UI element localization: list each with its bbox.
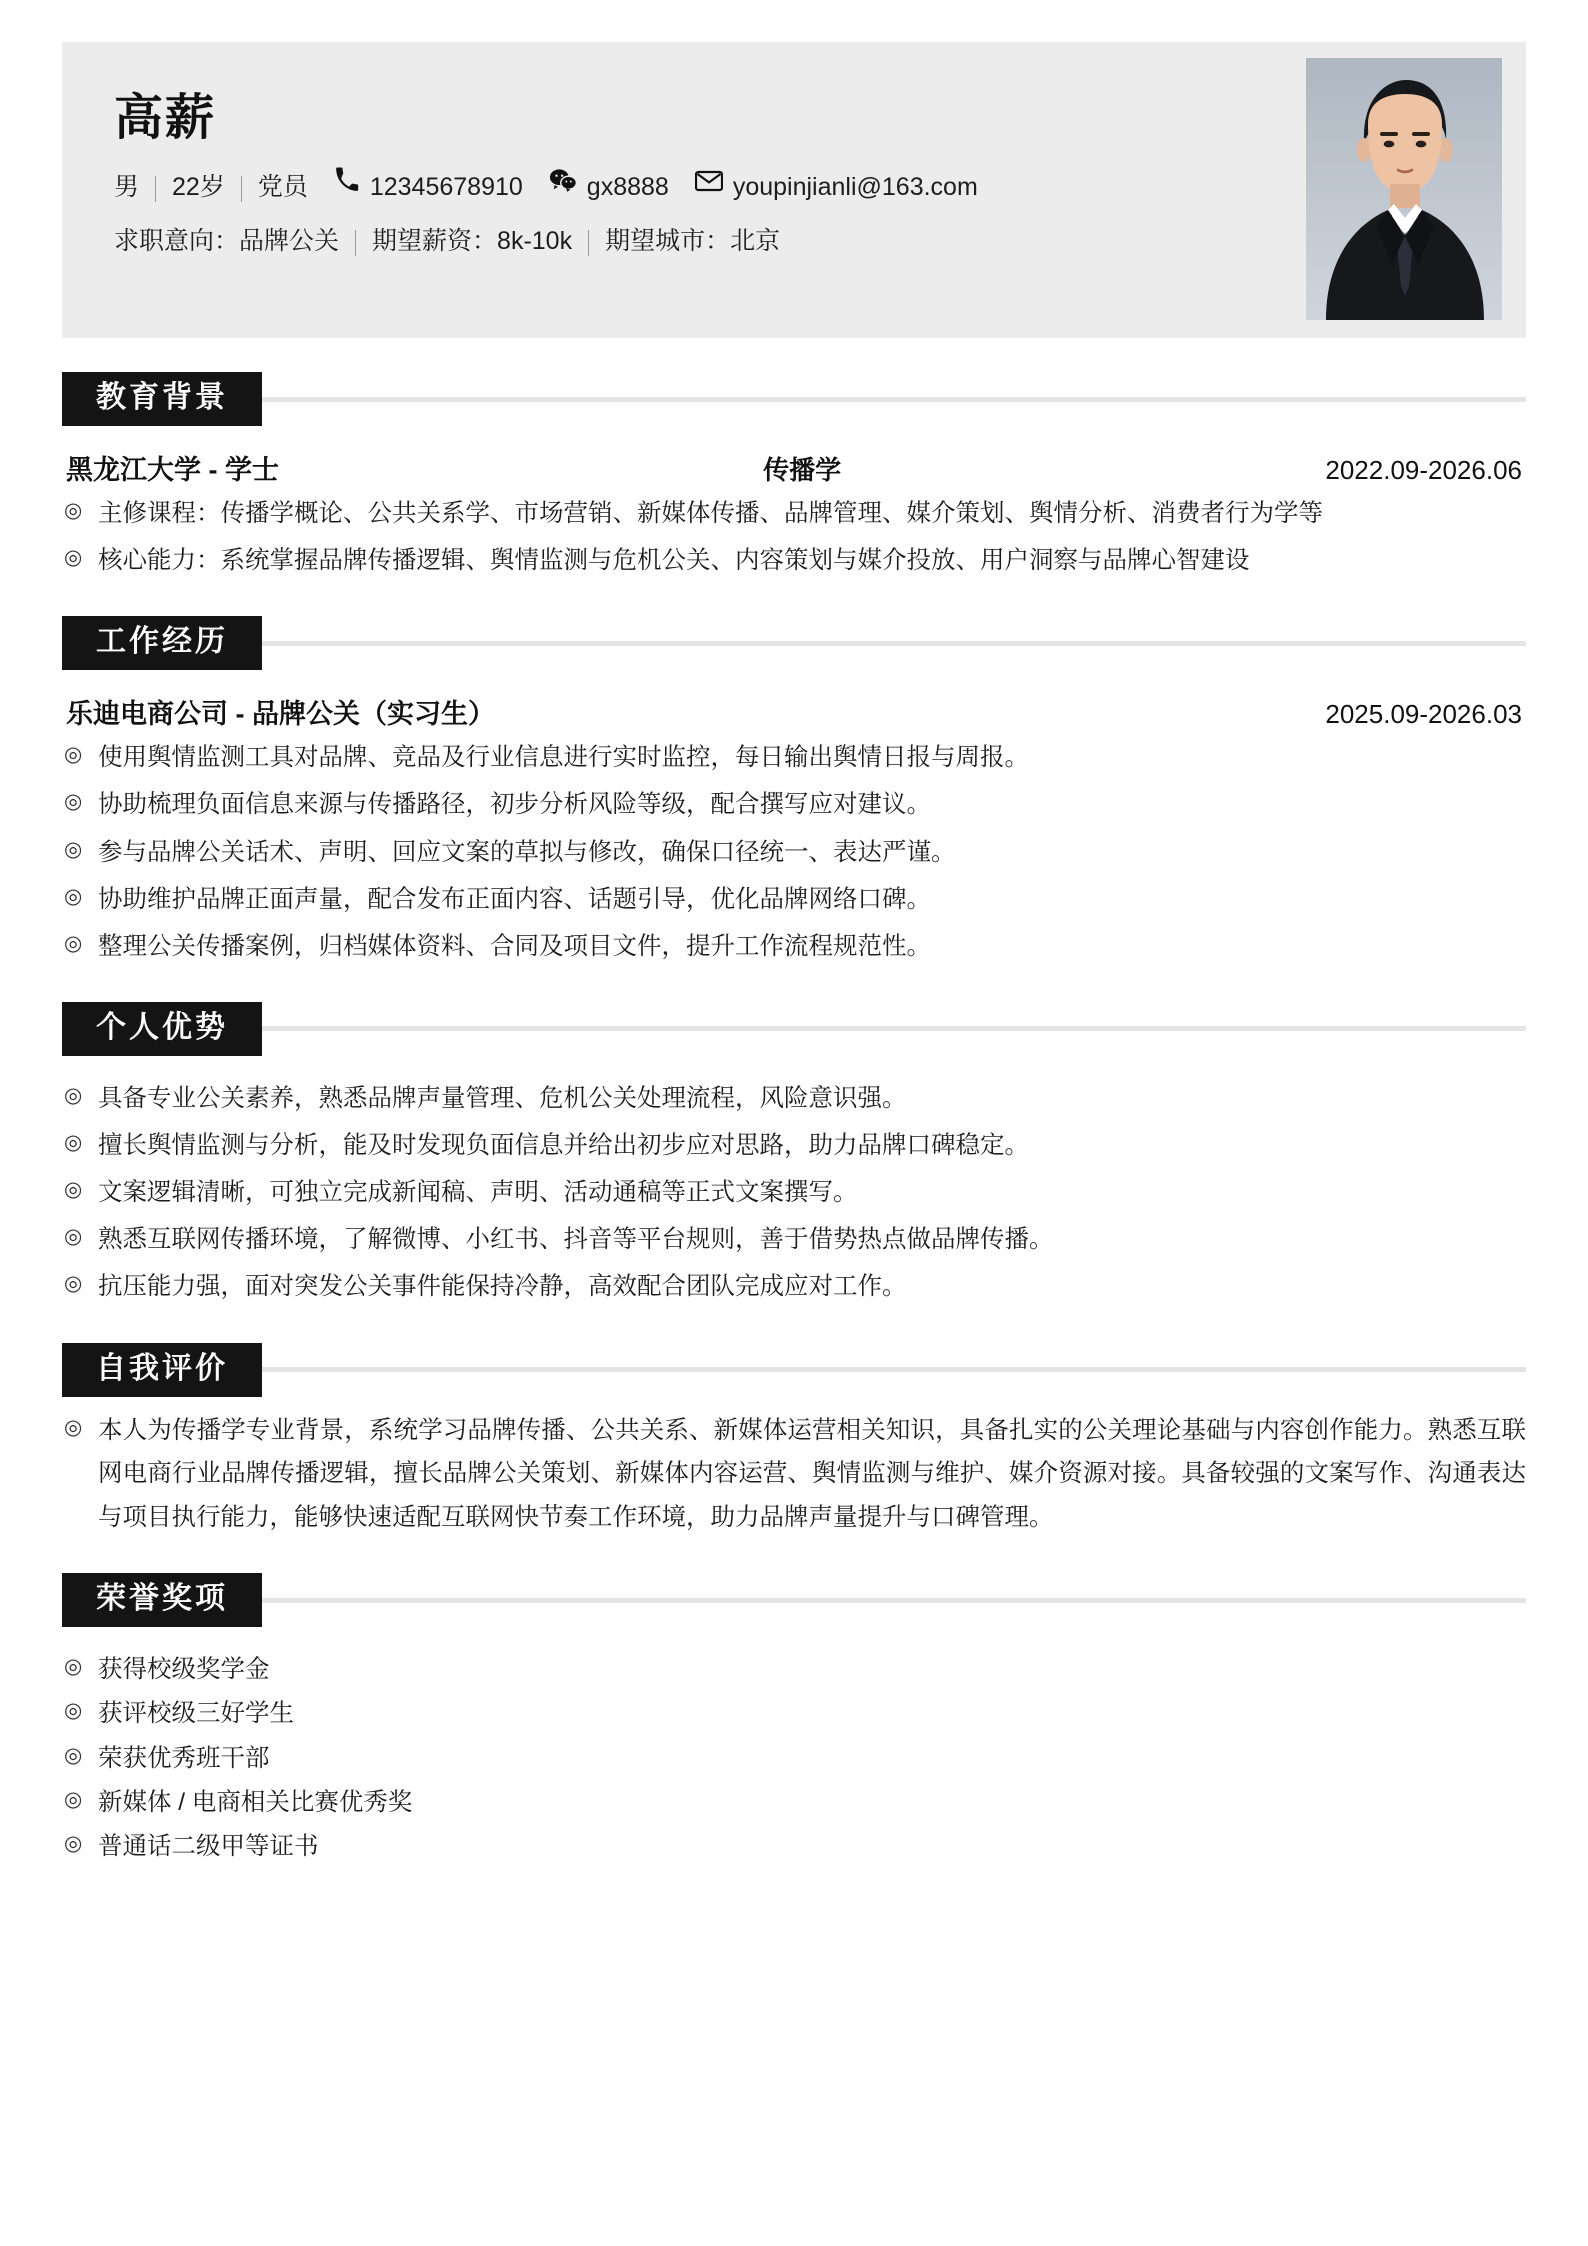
section-title-honors: 荣誉奖项 [62, 1573, 262, 1627]
education-major: 传播学 [763, 455, 842, 485]
phone-icon [334, 165, 360, 205]
section-title-strengths: 个人优势 [62, 1002, 262, 1056]
page-title: 高薪 [114, 91, 217, 145]
personal-meta-row [114, 167, 1306, 207]
list-item: ◎ 新媒体 / 电商相关比赛优秀奖 [62, 1782, 1526, 1824]
section-heading [62, 372, 1526, 426]
age-value: 22岁 [172, 173, 225, 201]
list-item: ◎ 主修课程：传播学概论、公共关系学、市场营销、新媒体传播、品牌管理、媒介策划、舆情分析、消费者行为学等 [62, 493, 1526, 535]
expected-salary-label: 期望薪资： [372, 227, 498, 255]
list-item: ◎ 使用舆情监测工具对品牌、竞品及行业信息进行实时监控，每日输出舆情日报与周报。 [62, 737, 1526, 779]
section-title-education: 教育背景 [62, 372, 262, 426]
list-item: ◎ 协助维护品牌正面声量，配合发布正面内容、话题引导，优化品牌网络口碑。 [62, 879, 1526, 921]
education-entry [62, 448, 1526, 487]
education-date: 2022.09-2026.06 [1325, 455, 1522, 485]
expected-city-label: 期望城市： [605, 227, 731, 255]
section-self-evaluation [62, 1343, 1526, 1540]
phone-value: 12345678910 [369, 173, 523, 201]
resume-header [62, 42, 1526, 338]
section-title-self-evaluation: 自我评价 [62, 1343, 262, 1397]
job-intent-label: 求职意向： [114, 227, 240, 255]
list-item: ◎ 具备专业公关素养，熟悉品牌声量管理、危机公关处理流程，风险意识强。 [62, 1078, 1526, 1120]
email-icon [695, 165, 723, 205]
list-item: ◎ 获得校级奖学金 [62, 1649, 1526, 1691]
heading-rule [262, 1598, 1526, 1603]
wechat-value: gx8888 [586, 173, 669, 201]
education-bullets [62, 493, 1526, 582]
experience-company: 乐迪电商公司 - 品牌公关（实习生） [66, 699, 495, 730]
list-item: ◎ 荣获优秀班干部 [62, 1738, 1526, 1780]
header-info [62, 42, 1306, 338]
expected-city-value: 北京 [730, 227, 781, 255]
divider [155, 176, 156, 202]
list-item: ◎ 整理公关传播案例，归档媒体资料、合同及项目文件，提升工作流程规范性。 [62, 926, 1526, 968]
heading-rule [262, 1367, 1526, 1372]
experience-bullets [62, 737, 1526, 968]
section-heading [62, 1573, 1526, 1627]
section-heading [62, 1343, 1526, 1397]
honors-bullets [62, 1649, 1526, 1868]
section-title-experience: 工作经历 [62, 616, 262, 670]
list-item: ◎ 普通话二级甲等证书 [62, 1826, 1526, 1868]
list-item: ◎ 参与品牌公关话术、声明、回应文案的草拟与修改，确保口径统一、表达严谨。 [62, 832, 1526, 874]
wechat-icon [549, 165, 577, 205]
heading-rule [262, 397, 1526, 402]
section-heading [62, 1002, 1526, 1056]
experience-entry [62, 692, 1526, 731]
section-heading [62, 616, 1526, 670]
section-strengths [62, 1002, 1526, 1309]
gender-value: 男 [114, 173, 140, 201]
job-intent-row [114, 221, 1306, 261]
list-item: ◎ 抗压能力强，面对突发公关事件能保持冷静，高效配合团队完成应对工作。 [62, 1266, 1526, 1308]
political-status-value: 党员 [257, 173, 308, 201]
list-item: ◎ 文案逻辑清晰，可独立完成新闻稿、声明、活动通稿等正式文案撰写。 [62, 1172, 1526, 1214]
job-intent-value: 品牌公关 [239, 227, 340, 255]
education-school: 黑龙江大学 - 学士 [66, 455, 279, 485]
profile-photo [1306, 58, 1502, 320]
heading-rule [262, 641, 1526, 646]
list-item: ◎ 获评校级三好学生 [62, 1693, 1526, 1735]
strengths-bullets [62, 1078, 1526, 1309]
section-experience [62, 616, 1526, 968]
expected-salary-value: 8k-10k [497, 227, 573, 255]
self-evaluation-paragraph: ◎ 本人为传播学专业背景，系统学习品牌传播、公共关系、新媒体运营相关知识，具备扎实的公关理论基础与内容创作能力。熟悉互联网电商行业品牌传播逻辑，擅长品牌公关策划、新媒体内容运营、舆情监测与维护、媒介资源对接。具备较强的文案写作、沟通表达与项目执行能力，能够快速适配互联网快节奏工作环境，助力品牌声量提升与口碑管理。 [62, 1409, 1526, 1540]
heading-rule [262, 1026, 1526, 1031]
email-value: youpinjianli@163.com [732, 173, 978, 201]
list-item: ◎ 核心能力：系统掌握品牌传播逻辑、舆情监测与危机公关、内容策划与媒介投放、用户洞察与品牌心智建设 [62, 540, 1526, 582]
section-education [62, 372, 1526, 582]
list-item: ◎ 擅长舆情监测与分析，能及时发现负面信息并给出初步应对思路，助力品牌口碑稳定。 [62, 1125, 1526, 1167]
section-honors [62, 1573, 1526, 1868]
list-item: ◎ 协助梳理负面信息来源与传播路径，初步分析风险等级，配合撰写应对建议。 [62, 784, 1526, 826]
experience-date: 2025.09-2026.03 [1325, 699, 1522, 730]
list-item: ◎ 熟悉互联网传播环境，了解微博、小红书、抖音等平台规则，善于借势热点做品牌传播。 [62, 1219, 1526, 1261]
divider [355, 230, 356, 256]
divider [241, 176, 242, 202]
divider [588, 230, 589, 256]
